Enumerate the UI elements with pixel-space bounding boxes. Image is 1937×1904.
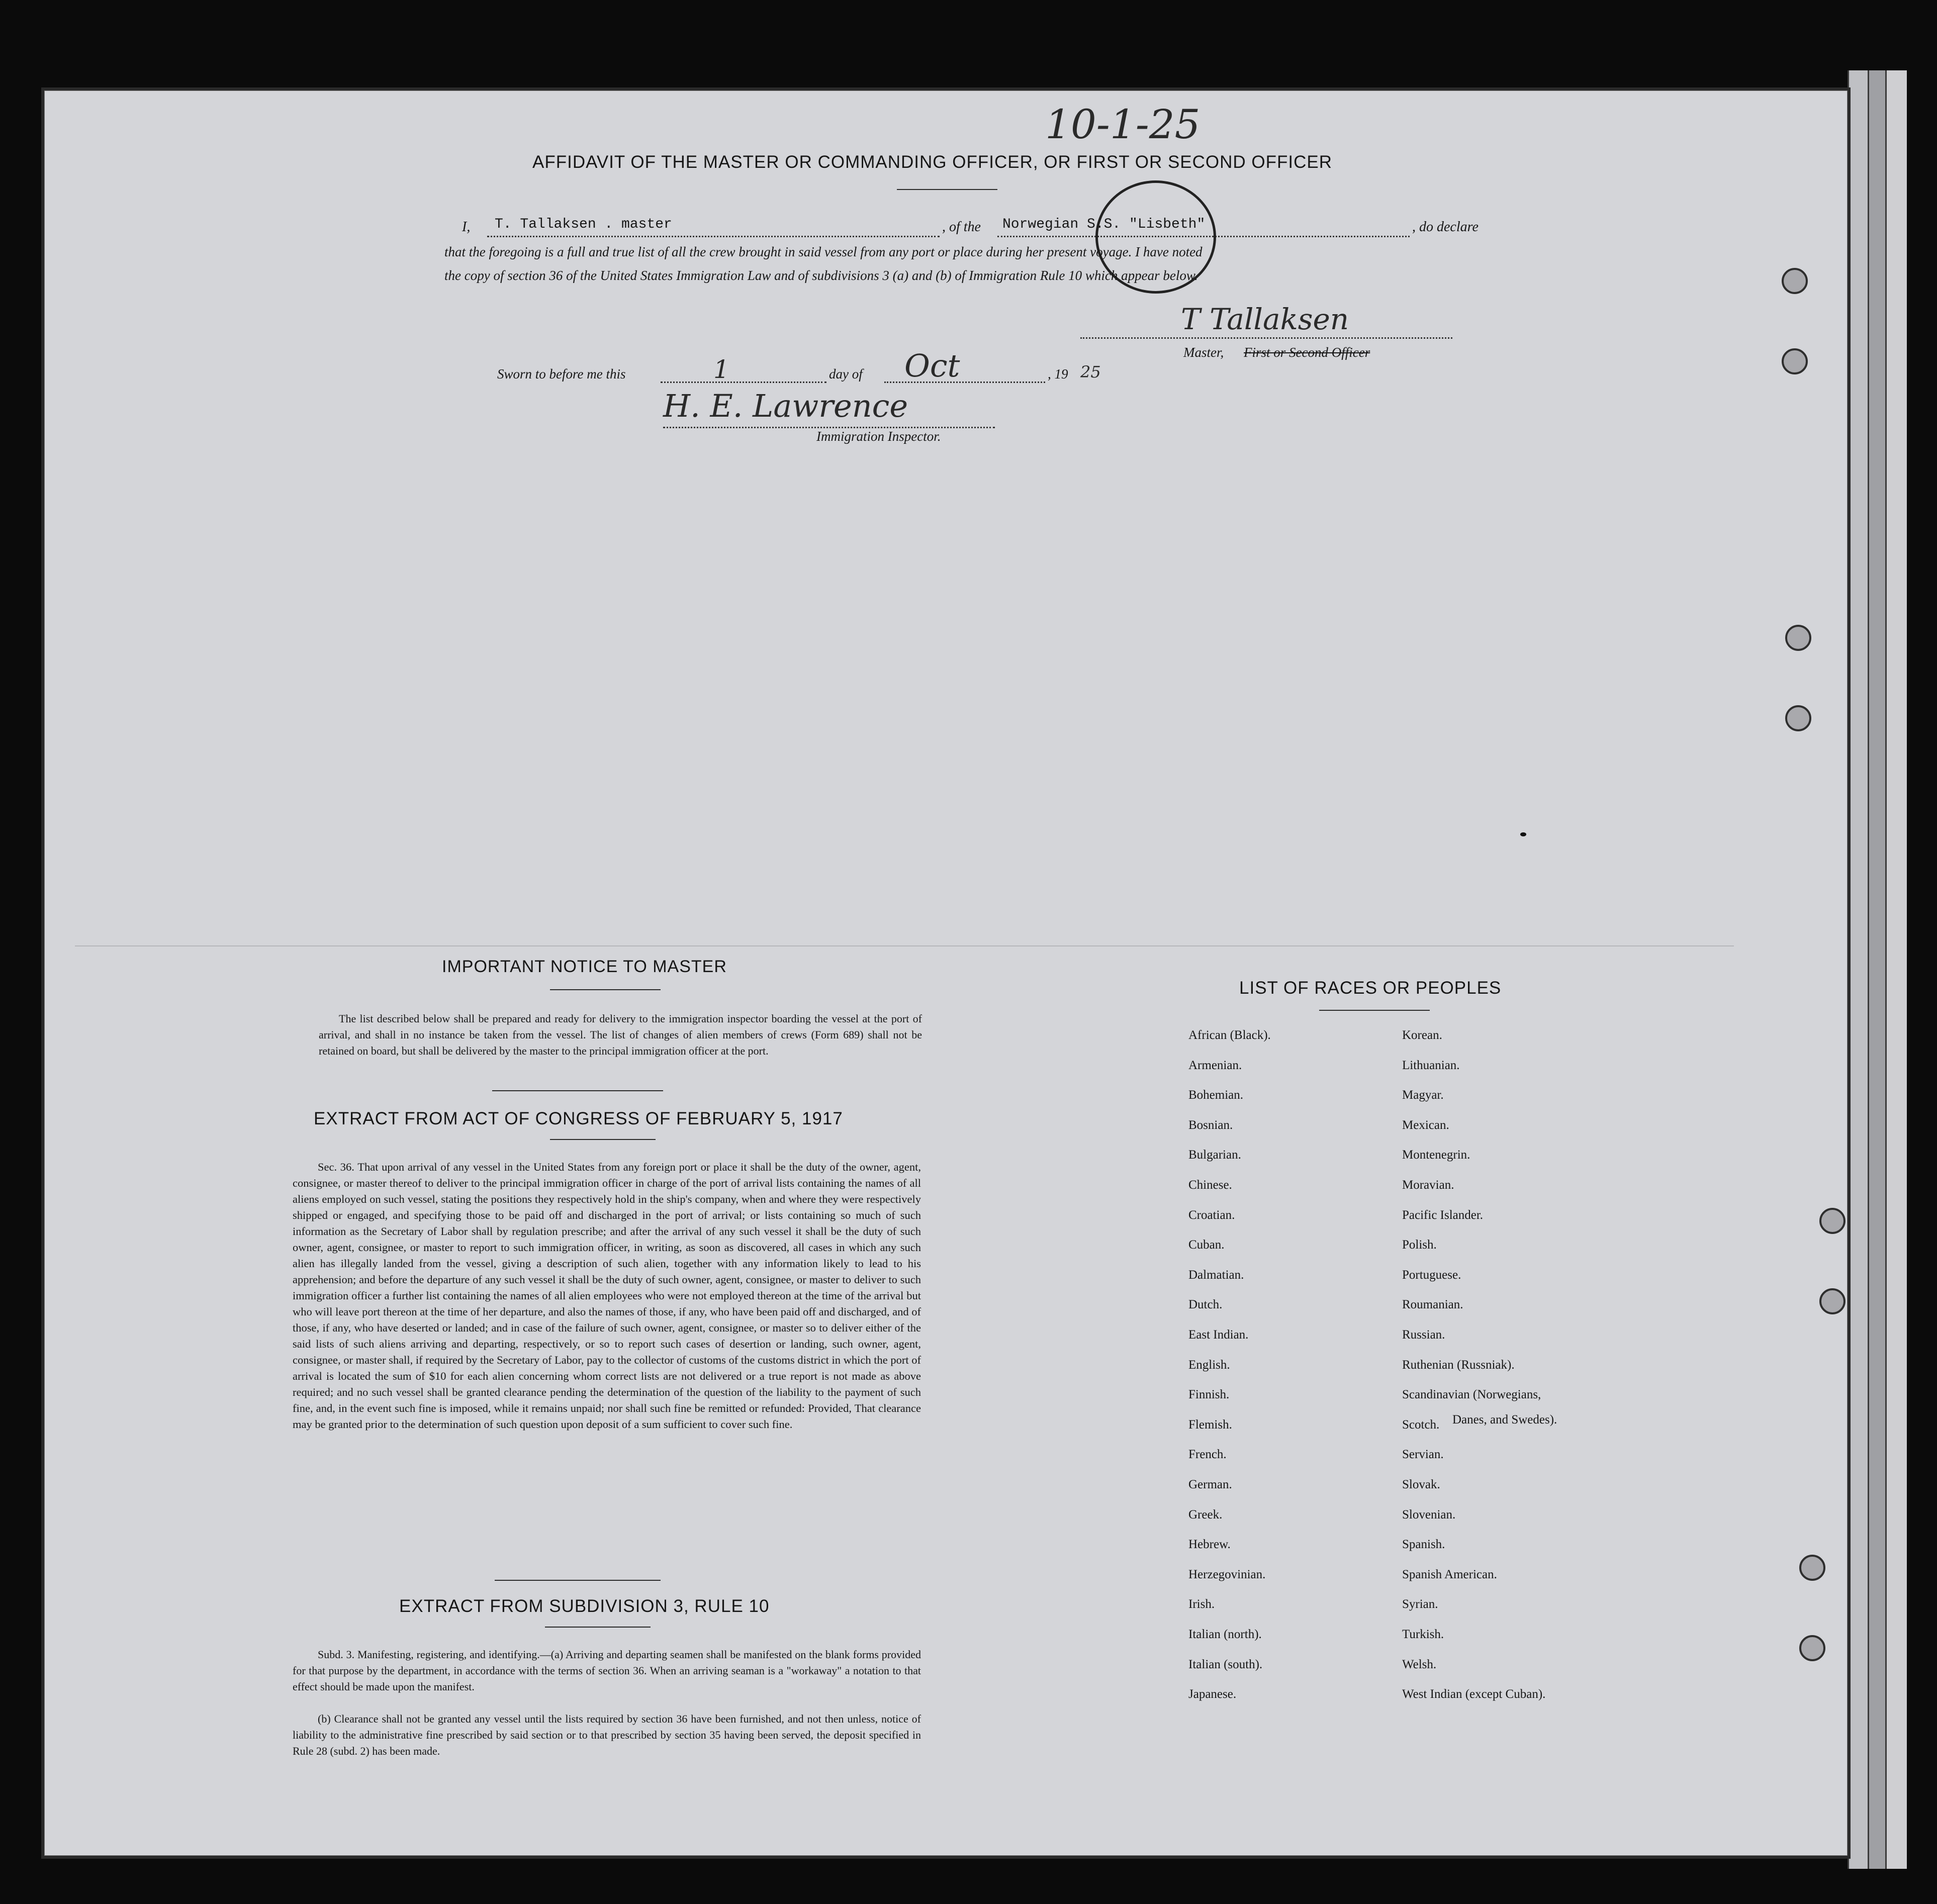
race-item: Croatian. bbox=[1188, 1208, 1235, 1222]
sheet-edge bbox=[1868, 70, 1887, 1869]
binder-hole bbox=[1785, 705, 1811, 731]
race-item: Pacific Islander. bbox=[1402, 1208, 1484, 1222]
race-item: Bulgarian. bbox=[1188, 1148, 1241, 1162]
sworn-label: Sworn to before me this bbox=[497, 366, 626, 382]
extract-rule-text-a: Subd. 3. Manifesting, registering, and identifying.—(a) Arriving and departing seamen shall be manifested on the blank forms provided for that purpose by the department, in accordance with the terms of section 36. When an arriving seaman is a "workaway" a notation to that effect should be made upon the manifest. bbox=[293, 1648, 921, 1693]
race-item: Syrian. bbox=[1402, 1597, 1438, 1611]
master-signature: T Tallaksen bbox=[1181, 302, 1349, 336]
of-the-label: , of the bbox=[942, 219, 981, 235]
binder-hole bbox=[1819, 1288, 1846, 1314]
extract-act-text: Sec. 36. That upon arrival of any vessel in the United States from any foreign port or place it shall be the duty of the owner, agent, consignee, or master thereof to deliver to the principal immigration officer in charge of the port of arrival lists containing the names of all aliens employed on such vessel, stating the positions they respectively hold in the ship's company, when and where they were respectively shipped or engaged, and specifying those to be paid off and discharged in the port of arrival; or lists containing so much of such information as the Secretary of Labor shall by regulation prescribe; and after the arrival of any such vessel it shall be the duty of such owner, agent, consignee, or master to report to such immigration officer, in writing, as soon as discovered, all cases in which any such alien has illegally landed from the vessel, giving a description of such alien, together with any information likely to lead to his apprehension; and before the departure of any such vessel it shall be the duty of such owner, agent, consignee, or master to deliver to such immigration officer a further list containing the names of all alien employees who were not employed thereon at the time of the arrival but who will leave port thereon at the time of her departure, and also the names of those, if any, who have been paid off and discharged, and of those, if any, who have deserted or landed; and in case of the failure of such owner, agent, consignee, or master so to deliver either of the said lists of such aliens arriving and departing, respectively, or so to report such cases of desertion or landing, such owner, agent, consignee, or master shall, if required by the Secretary of Labor, pay to the collector of customs of the customs district in which the port of arrival is located the sum of $10 for each alien concerning whom correct lists are not delivered or a true report is not made as above required; and no such vessel shall be granted clearance pending the determination of the question of the liability to the payment of such fine, and, in the event such fine is imposed, while it remains unpaid; nor shall such fine be remitted or refunded: Provided, That clearance may be granted prior to the determination of such question upon deposit of a sum sufficient to cover such fine. bbox=[293, 1161, 921, 1431]
races-title: LIST OF RACES OR PEOPLES bbox=[1239, 978, 1502, 998]
race-item: English. bbox=[1188, 1358, 1230, 1372]
binder-hole bbox=[1799, 1555, 1825, 1581]
affidavit-title: AFFIDAVIT OF THE MASTER OR COMMANDING OFFICER, OR FIRST OR SECOND OFFICER bbox=[532, 152, 1333, 172]
affidavit-line-3: the copy of section 36 of the United States Immigration Law and of subdivisions 3 (a) and (b) of Immigration Rule 10 which appear below. bbox=[444, 268, 1198, 283]
ink-dot bbox=[1520, 832, 1526, 836]
binder-hole bbox=[1782, 348, 1808, 374]
race-item: Dalmatian. bbox=[1188, 1268, 1244, 1282]
race-item: Turkish. bbox=[1402, 1628, 1444, 1641]
fold-line bbox=[75, 945, 1734, 946]
binder-hole bbox=[1785, 625, 1811, 651]
race-item: Welsh. bbox=[1402, 1657, 1437, 1671]
race-item: Polish. bbox=[1402, 1238, 1437, 1252]
extract-rule-text-b: (b) Clearance shall not be granted any vessel until the lists required by section 36 have been furnished, and not then unless, notice of liability to the administrative fine prescribed by said section or to that prescribed by section 35 having been served, the deposit specified in Rule 28 (subd. 2) has been made. bbox=[293, 1712, 921, 1757]
race-item: Japanese. bbox=[1188, 1687, 1237, 1701]
notice-underline bbox=[550, 989, 661, 990]
race-item: Dutch. bbox=[1188, 1298, 1223, 1312]
binder-hole bbox=[1799, 1635, 1825, 1661]
race-item: Irish. bbox=[1188, 1597, 1215, 1611]
race-item: German. bbox=[1188, 1478, 1232, 1491]
race-item: Spanish. bbox=[1402, 1538, 1445, 1552]
race-item: Herzegovinian. bbox=[1188, 1567, 1266, 1581]
race-item: French. bbox=[1188, 1448, 1227, 1462]
race-item: Lithuanian. bbox=[1402, 1058, 1460, 1072]
race-item: East Indian. bbox=[1188, 1328, 1249, 1342]
race-item: Russian. bbox=[1402, 1328, 1445, 1342]
race-item: Finnish. bbox=[1188, 1388, 1230, 1402]
affidavit-line-2: that the foregoing is a full and true list of all the crew brought in said vessel from any port or place during her present voyage. I have noted bbox=[444, 244, 1203, 259]
race-item: Slovenian. bbox=[1402, 1507, 1456, 1521]
sworn-month: Oct bbox=[904, 347, 960, 384]
extract-act-title: EXTRACT FROM ACT OF CONGRESS OF FEBRUARY 5, 1917 bbox=[314, 1109, 843, 1128]
race-item: Roumanian. bbox=[1402, 1298, 1463, 1312]
sworn-day-line bbox=[661, 382, 826, 383]
race-item: Moravian. bbox=[1402, 1178, 1454, 1192]
race-item: West Indian (except Cuban). bbox=[1402, 1687, 1546, 1701]
vessel-name: Norwegian S.S. "Lisbeth" bbox=[1002, 217, 1206, 232]
binder-hole bbox=[1819, 1208, 1846, 1234]
race-item: Chinese. bbox=[1188, 1178, 1232, 1192]
race-item: Spanish American. bbox=[1402, 1567, 1497, 1581]
extract-act-underline bbox=[550, 1139, 656, 1140]
race-item: Bosnian. bbox=[1188, 1118, 1233, 1132]
race-item: Slovak. bbox=[1402, 1478, 1440, 1491]
race-item: Servian. bbox=[1402, 1448, 1444, 1462]
notice-title: IMPORTANT NOTICE TO MASTER bbox=[442, 957, 727, 976]
sworn-month-line bbox=[884, 382, 1045, 383]
date-note: 10-1-25 bbox=[1045, 101, 1201, 148]
sworn-day: 1 bbox=[713, 355, 729, 384]
race-item: Flemish. bbox=[1188, 1417, 1232, 1432]
race-item: Bohemian. bbox=[1188, 1088, 1244, 1102]
race-item: Italian (north). bbox=[1188, 1628, 1262, 1641]
extract-rule-underline bbox=[545, 1627, 651, 1628]
races-underline bbox=[1319, 1010, 1430, 1011]
race-item: Scandinavian (Norwegians, bbox=[1402, 1388, 1541, 1402]
do-declare-label: , do declare bbox=[1412, 219, 1479, 235]
sheet-edge bbox=[1848, 70, 1869, 1869]
notice-text: The list described below shall be prepared and ready for delivery to the immigration inspector boarding the vessel at the port of arrival, and shall in no instance be taken from the vessel. The list of changes of alien members of crews (Form 689) shall not be retained on board, but shall be delivered by the master to the principal immigration officer at the port. bbox=[319, 1012, 922, 1057]
race-item: Greek. bbox=[1188, 1507, 1223, 1521]
inspector-signature: H. E. Lawrence bbox=[663, 388, 908, 424]
race-item: African (Black). bbox=[1188, 1028, 1271, 1042]
race-item: Portuguese. bbox=[1402, 1268, 1461, 1282]
sheet-edge bbox=[1885, 70, 1907, 1869]
binder-hole bbox=[1782, 268, 1808, 294]
race-item: Montenegrin. bbox=[1402, 1148, 1470, 1162]
race-item: Ruthenian (Russniak). bbox=[1402, 1358, 1515, 1372]
race-item: Magyar. bbox=[1402, 1088, 1444, 1102]
title-underline bbox=[897, 189, 997, 190]
day-of-label: day of bbox=[829, 366, 863, 382]
year-suffix: 25 bbox=[1080, 362, 1101, 382]
race-item: Mexican. bbox=[1402, 1118, 1449, 1132]
notice-divider bbox=[492, 1090, 663, 1091]
race-item: Scotch. bbox=[1402, 1417, 1440, 1432]
document-page bbox=[44, 90, 1848, 1856]
struck-officer-label: First or Second Officer bbox=[1244, 345, 1370, 360]
affidavit-i-label: I, bbox=[462, 219, 471, 235]
race-item: Cuban. bbox=[1188, 1238, 1225, 1252]
race-item: Hebrew. bbox=[1188, 1538, 1231, 1552]
signature-line bbox=[1080, 337, 1452, 339]
extract-act-divider bbox=[495, 1580, 661, 1581]
race-item: Italian (south). bbox=[1188, 1657, 1263, 1671]
race-item: Korean. bbox=[1402, 1028, 1442, 1042]
master-name-line bbox=[487, 236, 940, 237]
extract-rule-title: EXTRACT FROM SUBDIVISION 3, RULE 10 bbox=[399, 1596, 770, 1616]
inspector-label: Immigration Inspector. bbox=[816, 429, 941, 444]
master-name: T. Tallaksen . master bbox=[495, 217, 672, 232]
year-prefix: , 19 bbox=[1048, 366, 1068, 382]
race-item: Danes, and Swedes). bbox=[1452, 1413, 1557, 1426]
inspector-line bbox=[663, 427, 995, 428]
master-label: Master, bbox=[1183, 345, 1224, 360]
race-item: Armenian. bbox=[1188, 1058, 1242, 1072]
